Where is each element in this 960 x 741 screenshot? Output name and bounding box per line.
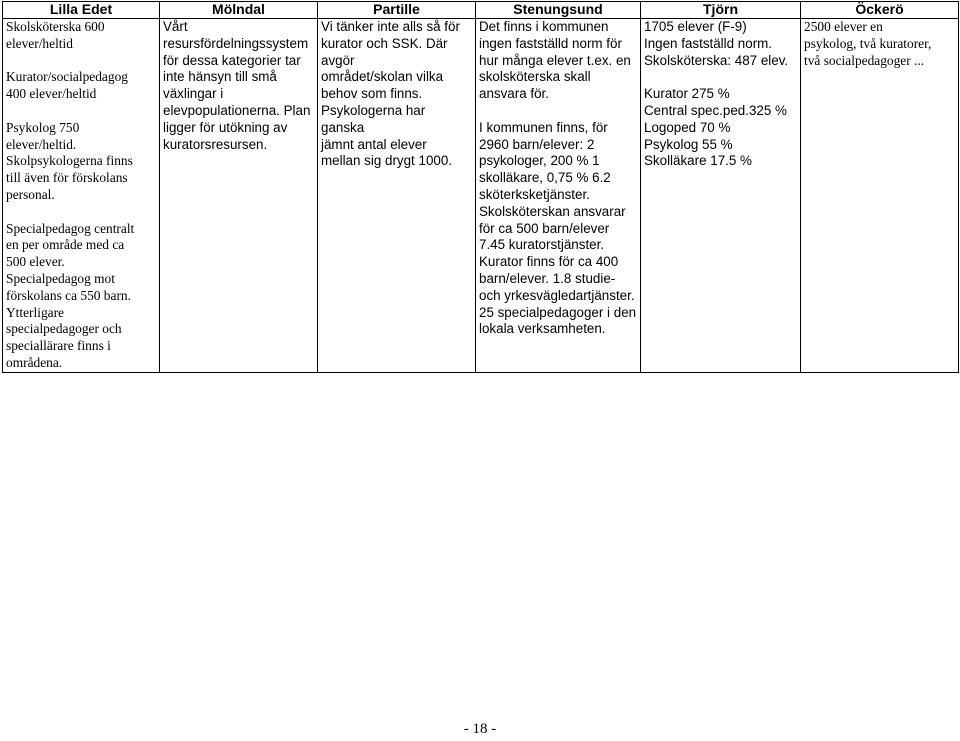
- cell-molndal: [160, 19, 318, 373]
- content-row: [3, 19, 959, 373]
- lilla-edet-psychologist: Psykolog 750 elever/heltid. Skolpsykologerna finns till även för förskolans personal.: [6, 119, 133, 202]
- header-row: [3, 2, 959, 19]
- page-number: - 18 -: [463, 721, 497, 737]
- header-tjorn: Tjörn: [641, 2, 801, 19]
- header-partille: Partille: [318, 2, 476, 19]
- header-ockero: Öckerö: [801, 2, 959, 19]
- cell-partille: [318, 19, 476, 373]
- cell-lilla-edet: [3, 19, 160, 373]
- cell-ockero: [801, 19, 959, 373]
- tjorn-staffing: Kurator 275 % Central spec.ped.325 % Logoped 70 % Psykolog 55 % Skolläkare 17.5 %: [644, 86, 787, 169]
- cell-stenungsund: [476, 19, 641, 373]
- molndal-text: Vårt resursfördelningssystem för dessa kategorier tar inte hänsyn till små växlingar i elevpopulationerna. Plan ligger för utökning av kuratorsresursen.: [163, 19, 311, 152]
- header-lilla-edet: Lilla Edet: [3, 2, 160, 19]
- lilla-edet-school-nurse: Skolsköterska 600 elever/heltid: [6, 19, 105, 51]
- lilla-edet-special-educator: Specialpedagog centralt en per område med ca 500 elever. Specialpedagog mot förskolans ca 550 barn. Ytterligare specialpedagoger och speciallärare finns i områdena.: [6, 220, 135, 370]
- cell-tjorn: [641, 19, 801, 373]
- header-molndal: Mölndal: [160, 2, 318, 19]
- lilla-edet-counselor: Kurator/socialpedagog 400 elever/heltid: [6, 69, 128, 102]
- stenungsund-resources: I kommunen finns, för 2960 barn/elever: 2 psykologer, 200 % 1 skolläkare, 0,75 % 6.2 sköterksketjänster. Skolsköterskan ansvarar för ca 500 barn/elever 7.45 kuratorstjänster. Kurator finns för ca 400 barn/elever. 1.8 studie- och yrkesvägledartjänster. 25 specialpedagoger i den lokala verksamheten.: [479, 119, 637, 337]
- partille-text: Vi tänker inte alls så för kurator och SSK. Där avgör området/skolan vilka behov som finns. Psykologerna har ganska jämnt antal elever mellan sig drygt 1000.: [321, 19, 460, 169]
- comparison-table: [2, 1, 959, 373]
- ockero-text: 2500 elever en psykolog, två kuratorer, två socialpedagoger ...: [804, 19, 932, 68]
- header-stenungsund: Stenungsund: [476, 2, 641, 19]
- tjorn-students: 1705 elever (F-9) Ingen fastställd norm. Skolsköterska: 487 elev.: [644, 19, 789, 68]
- stenungsund-norm: Det finns i kommunen ingen fastställd norm för hur många elever t.ex. en skolsköterska skall ansvara för.: [479, 19, 631, 102]
